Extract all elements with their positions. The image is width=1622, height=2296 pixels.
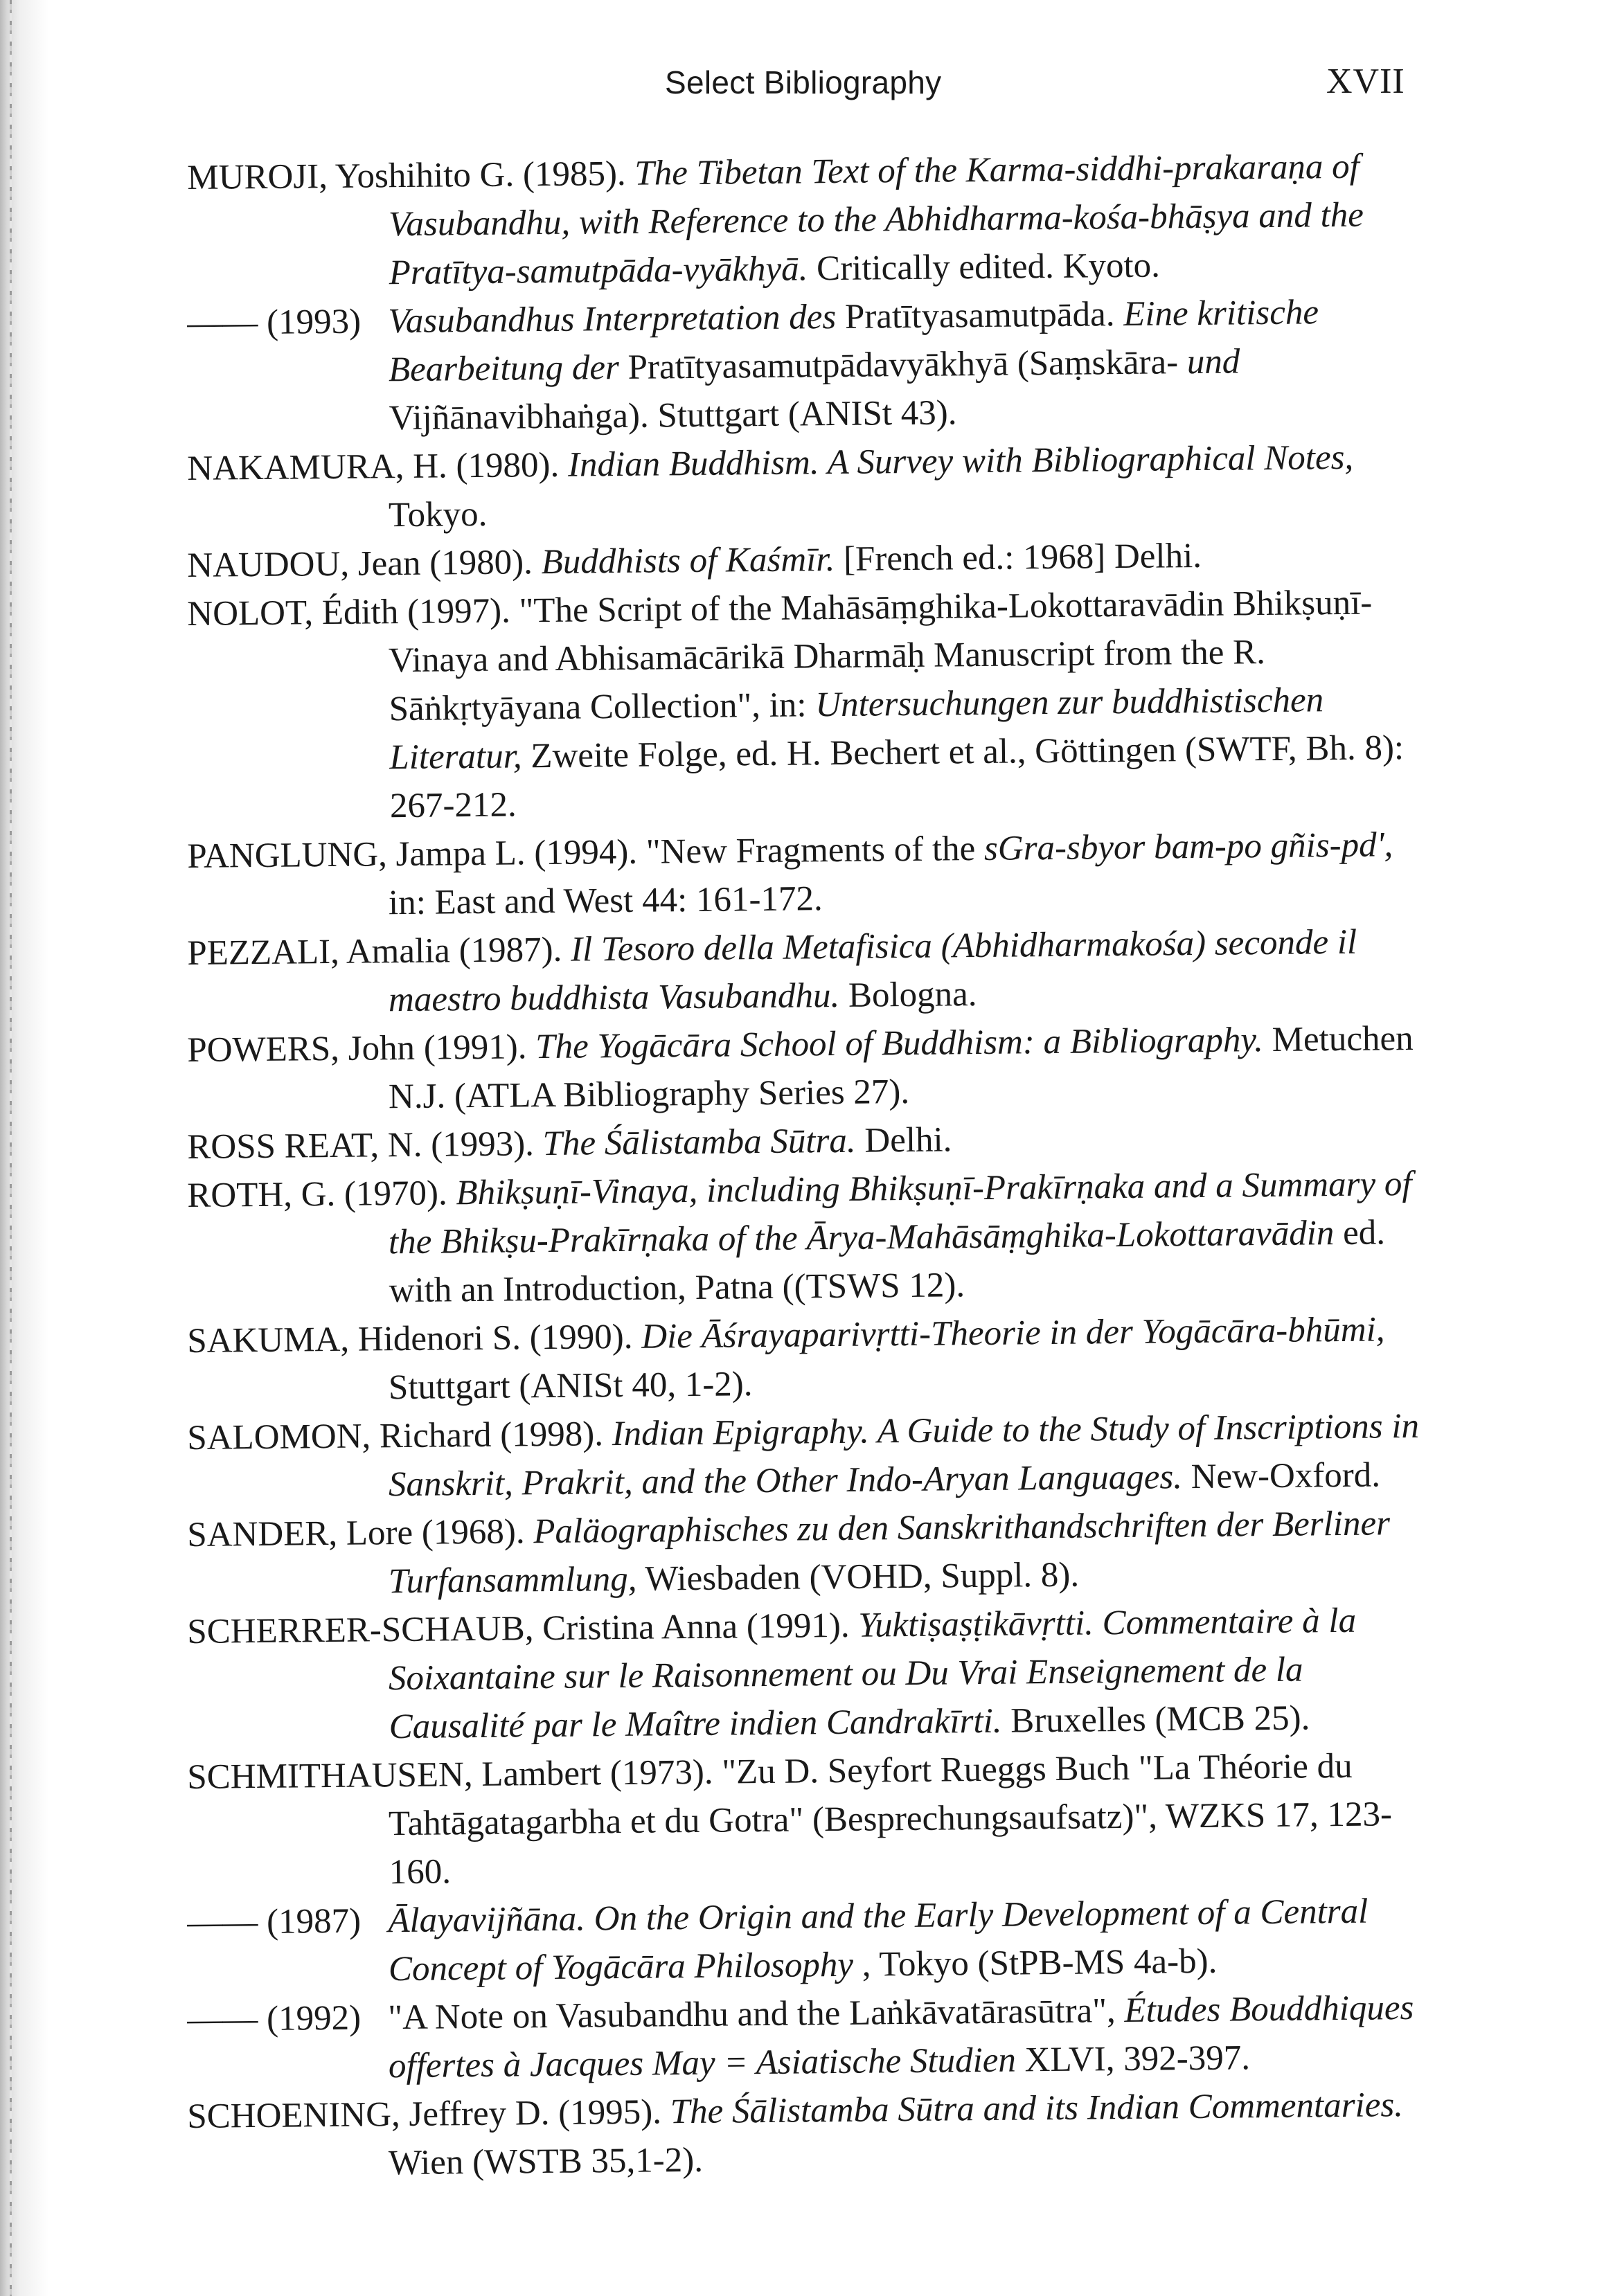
entry-details-continued: XLVI, 392-397. xyxy=(1015,2038,1251,2080)
bib-entry xyxy=(187,433,1434,541)
entry-details: Stuttgart (ANISt 40, 1-2). xyxy=(388,1365,753,1408)
bib-entry xyxy=(187,1160,1435,1317)
page-number: XVII xyxy=(1326,62,1405,101)
entry-repeat-year: —— (1987) xyxy=(187,1901,362,1942)
entry-author: SANDER, Lore xyxy=(187,1513,413,1554)
entry-author: ROTH, G. xyxy=(187,1174,336,1215)
entry-details: Wiesbaden (VOHD, Suppl. 8). xyxy=(636,1555,1080,1599)
entry-author: PEZZALI, Amalia xyxy=(187,931,451,973)
entry-author: MUROJI, Yoshihito G. xyxy=(187,155,515,197)
entry-title: The Śālistamba Sūtra and its Indian Commentaries. xyxy=(670,2086,1404,2132)
entry-repeat-year: —— (1992) xyxy=(187,1998,362,2039)
bib-entry xyxy=(187,2081,1434,2189)
bib-entry xyxy=(187,1402,1434,1511)
entry-author: PANGLUNG, Jampa L. xyxy=(187,834,526,876)
entry-title: Ālayavijñāna. On the Origin and the Early Development of a Central Concept of Yogācāra Philosophy xyxy=(388,1892,1369,1989)
bib-entry xyxy=(187,287,1435,445)
entry-details-continued: Zweite Folge, ed. H. Bechert et al., Göttingen (SWTF, Bh. 8): 267-212. xyxy=(389,728,1405,826)
bib-entry xyxy=(187,1984,1434,2092)
entry-repeat-year: —— (1993) xyxy=(187,302,362,343)
entry-year: (1985). xyxy=(513,154,635,195)
entry-details: Bologna. xyxy=(839,975,977,1015)
entry-author: POWERS, John xyxy=(187,1028,416,1070)
entry-year: (1995). xyxy=(549,2092,670,2133)
entry-details: Delhi. xyxy=(855,1120,952,1160)
entry-details-continued: in: East and West 44: 161-172. xyxy=(388,879,823,923)
bib-entry xyxy=(187,1887,1434,1995)
entry-year: (1990). xyxy=(520,1317,642,1358)
entry-year: (1997). xyxy=(398,591,519,632)
bib-entry xyxy=(187,142,1435,299)
entry-title: Die Āśrayaparivṛtti-Theorie in der Yogācāra-bhūmi, xyxy=(641,1310,1385,1356)
entry-details: "New Fragments of the xyxy=(645,829,985,872)
entry-title: The Yogācāra School of Buddhism: a Bibliography. xyxy=(535,1021,1264,1067)
bib-entry xyxy=(187,820,1434,929)
entry-title: The Śālistamba Sūtra. xyxy=(542,1121,856,1164)
entry-title: Indian Buddhism. A Survey with Bibliographical Notes, xyxy=(567,438,1354,485)
entry-author: NAUDOU, Jean xyxy=(187,544,421,585)
entry-title: Yuktiṣaṣṭikāvṛtti. Commentaire à la Soixantaine sur le Raisonnement ou Du Vrai Enseignement de la Causalité par le Maître indien Candrakīrti. xyxy=(388,1601,1357,1747)
entry-details: New-Oxford. xyxy=(1182,1455,1381,1497)
bib-entry xyxy=(187,1305,1434,1414)
bib-entry xyxy=(187,1741,1435,1899)
entry-author: SCHERRER-SCHAUB, Cristina Anna xyxy=(187,1607,738,1651)
entry-title: Bhikṣuṇī-Vinaya, including Bhikṣuṇī-Prakīrṇaka and a Summary of the Bhikṣu-Prakīrṇaka of the Ārya-Mahāsāṃghika-Lokottaravādin xyxy=(388,1165,1412,1262)
bib-entry xyxy=(187,1014,1434,1123)
bib-entry xyxy=(187,1596,1435,1753)
entry-title: Études Bouddhiques offertes à Jacques May = Asiatische Studien xyxy=(388,1988,1414,2086)
entry-details: Pratītyasamutpāda. xyxy=(835,295,1124,337)
entry-details: Metuchen N.J. (ATLA Bibliography Series 27). xyxy=(388,1019,1414,1117)
bibliography-list xyxy=(187,147,1434,2189)
entry-year: (1970). xyxy=(335,1174,456,1214)
entry-author: NAKAMURA, H. xyxy=(187,447,448,488)
entry-title: Paläographisches zu den Sanskrithandschriften der Berliner Turfansammlung, xyxy=(388,1504,1391,1602)
entry-details-continued: Pratītyasamutpādavyākhyā (Saṃskāra- xyxy=(618,343,1188,388)
entry-title: sGra-sbyor bam-po gñis-pd', xyxy=(983,825,1393,868)
entry-details: Critically edited. Kyoto. xyxy=(808,246,1161,289)
entry-author: SCHOENING, Jeffrey D. xyxy=(187,2093,550,2136)
bib-entry xyxy=(187,578,1436,832)
bib-entry xyxy=(187,917,1434,1026)
entry-details: "Zu D. Seyfort Rueggs Buch "La Théorie du Tahtāgatagarbha et du Gotra" (Besprechungsaufsatz)", WZKS 17, 123-160. xyxy=(388,1746,1393,1892)
entry-title: Vasubandhus Interpretation des xyxy=(388,298,837,341)
entry-author: SALOMON, Richard xyxy=(187,1415,492,1458)
entry-year: (1998). xyxy=(491,1415,612,1455)
entry-details: , Tokyo (StPB-MS 4a-b). xyxy=(853,1941,1218,1984)
entry-year: (1973). xyxy=(600,1752,722,1793)
entry-details: [French ed.: 1968] Delhi. xyxy=(835,536,1202,580)
entry-title-word: und xyxy=(1186,342,1240,382)
entry-author: NOLOT, Édith xyxy=(187,593,399,634)
entry-year: (1991). xyxy=(737,1606,859,1647)
entry-details-end: Vijñānavibhaṅga). Stuttgart (ANISt 43). xyxy=(389,393,957,438)
entry-year: (1991). xyxy=(414,1028,536,1068)
entry-details: Bruxelles (MCB 25). xyxy=(1001,1698,1310,1741)
entry-author: SAKUMA, Hidenori S. xyxy=(187,1318,522,1361)
running-title: Select Bibliography xyxy=(665,64,942,100)
entry-details: "A Note on Vasubandhu and the Laṅkāvatārasūtra", xyxy=(388,1991,1125,2038)
entry-title: Untersuchungen zur buddhistischen Literatur, xyxy=(389,681,1324,778)
entry-title: Il Tesoro della Metafisica (Abhidharmakośa) seconde il maestro buddhista Vasubandhu. xyxy=(388,922,1357,1020)
entry-details: "The Script of the Mahāsāṃghika-Lokottaravādin Bhikṣuṇī-Vinaya and Abhisamācārikā Dharmāḥ Manuscript from the R. Sāṅkṛtyāyana Collection", in: xyxy=(388,583,1373,729)
entry-year: (1994). xyxy=(525,832,647,873)
entry-title: Buddhists of Kaśmīr. xyxy=(541,540,835,582)
entry-year: (1968). xyxy=(412,1512,534,1552)
entry-author: ROSS REAT, N. xyxy=(187,1125,422,1167)
bib-entry xyxy=(187,1499,1434,1608)
entry-year: (1987). xyxy=(449,930,571,971)
entry-year: (1980). xyxy=(447,445,569,486)
entry-details: Tokyo. xyxy=(388,494,488,535)
entry-year: (1993). xyxy=(422,1124,543,1165)
entry-title: Indian Epigraphy. A Guide to the Study of Inscriptions in Sanskrit, Prakrit, and the Other Indo-Aryan Languages. xyxy=(388,1406,1420,1505)
entry-details: ed. with an Introduction, Patna ((TSWS 12). xyxy=(389,1213,1386,1311)
entry-year: (1980). xyxy=(420,543,542,583)
entry-details: Wien (WSTB 35,1-2). xyxy=(388,2140,704,2183)
entry-title-continued: Eine kritische Bearbeitung der xyxy=(388,293,1319,390)
binding-shadow xyxy=(0,0,48,2296)
entry-author: SCHMITHAUSEN, Lambert xyxy=(187,1754,602,1797)
entry-title: The Tibetan Text of the Karma-siddhi-prakaraṇa of Vasubandhu, with Reference to the Abhidharma-kośa-bhāṣya and the Pratītya-samutpāda-vyākhyā. xyxy=(388,147,1364,293)
